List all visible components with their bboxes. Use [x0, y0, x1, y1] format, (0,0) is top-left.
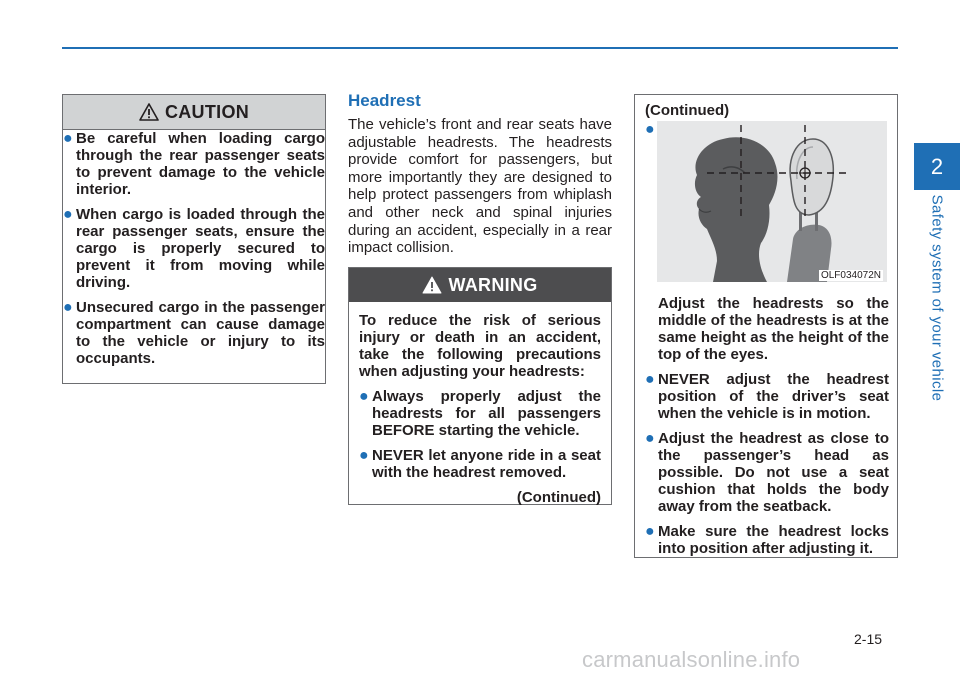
- bullet-icon: ●: [645, 523, 655, 540]
- list-item: [645, 523, 889, 557]
- warning-header: [349, 268, 611, 302]
- section-paragraph: The vehicle’s front and rear seats have adjustable headrests. The headrests provide comfort for passengers, but more importantly they are designed to help protect passengers from whiplash and other neck and spinal injuries during an accident, especially in a rear impact collision.: [348, 116, 612, 257]
- list-item: [63, 206, 325, 291]
- bullet-icon: ●: [359, 388, 369, 405]
- bullet-icon: ●: [645, 371, 655, 388]
- bullet-icon: ●: [63, 299, 73, 316]
- warning-bullet-text: Always properly adjust the headrests for all passengers BEFORE starting the vehicle.: [372, 388, 601, 439]
- warning-list: [359, 388, 601, 481]
- chapter-tab: [914, 143, 960, 190]
- bullet-icon: ●: [645, 121, 655, 138]
- continued-title: (Continued): [645, 102, 730, 119]
- caution-title: CAUTION: [164, 101, 250, 122]
- headrest-illustration: [657, 121, 887, 282]
- warning-title: WARNING: [448, 274, 538, 295]
- caution-bullet-text: When cargo is loaded through the rear passenger seats, ensure the cargo is properly secured to prevent it from moving while driving.: [76, 206, 325, 291]
- list-item: [63, 130, 325, 198]
- top-rule: [62, 47, 898, 49]
- continued-label: (Continued): [516, 489, 601, 506]
- warning-box: [348, 267, 612, 505]
- chapter-number: 2: [930, 153, 944, 179]
- warning-body: [349, 302, 611, 506]
- bullet-icon: ●: [63, 130, 73, 147]
- section-title: Headrest: [348, 91, 421, 110]
- figure-code: OLF034072N: [820, 270, 881, 281]
- watermark: carmanualsonline.info: [582, 647, 801, 672]
- bullet-icon: ●: [359, 447, 369, 464]
- warning-bullet-text: NEVER let anyone ride in a seat with the headrest removed.: [372, 447, 601, 481]
- continued-bullet-text: Adjust the headrest as close to the passenger’s head as possible. Do not use a seat cushion that holds the body away from the seatback.: [658, 430, 889, 515]
- list-item: [359, 447, 601, 481]
- list-item: [359, 388, 601, 439]
- caution-bullet-text: Be careful when loading cargo through the rear passenger seats to prevent damage to the vehicle interior.: [76, 130, 325, 198]
- bullet-icon: ●: [645, 430, 655, 447]
- list-item: [645, 371, 889, 422]
- warning-intro: To reduce the risk of serious injury or death in an accident, take the following precautions when adjusting your headrests:: [359, 312, 601, 380]
- continued-box: [634, 94, 898, 558]
- bullet-icon: ●: [63, 206, 73, 223]
- headrest-figure: [657, 121, 887, 282]
- list-item: [63, 299, 325, 367]
- warning-triangle-icon: [139, 103, 159, 121]
- page-number: 2-15: [854, 631, 883, 647]
- chapter-title: Safety system of your vehicle: [928, 194, 946, 402]
- warning-triangle-icon: [422, 276, 442, 294]
- list-item: [645, 430, 889, 515]
- continued-first-bullet-text: Adjust the headrests so the middle of the headrests is at the same height as the height of the top of the eyes.: [658, 295, 889, 363]
- continued-bullets: [645, 371, 889, 557]
- continued-bullet-text: NEVER adjust the headrest position of the driver’s seat when the vehicle is in motion.: [658, 371, 889, 422]
- continued-list: [645, 295, 889, 565]
- caution-header: [63, 95, 325, 130]
- caution-box: [62, 94, 326, 384]
- continued-bullet-text: Make sure the headrest locks into position after adjusting it.: [658, 523, 889, 557]
- caution-list: [63, 130, 325, 367]
- caution-bullet-text: Unsecured cargo in the passenger compartment can cause damage to the vehicle or injury to its occupants.: [76, 299, 325, 367]
